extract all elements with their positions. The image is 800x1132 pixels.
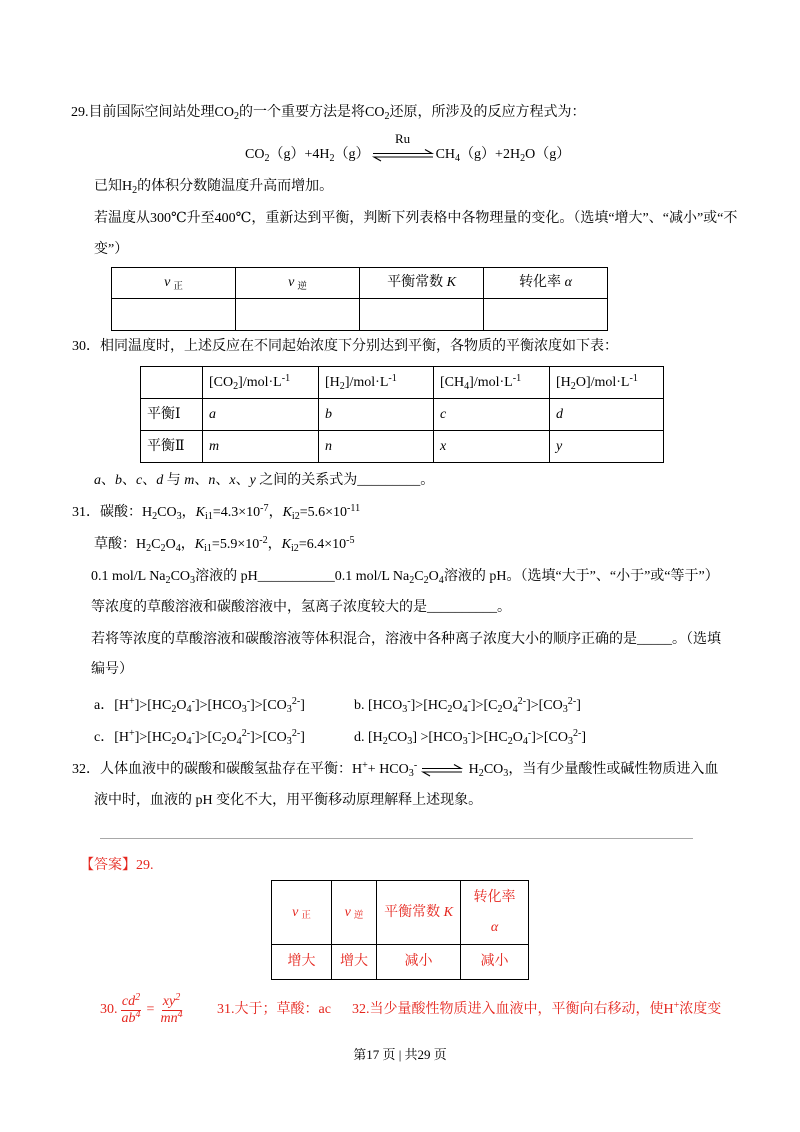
subscript-text: 2	[221, 736, 227, 748]
text-run: [CO	[209, 374, 234, 390]
subscript-text: 4	[522, 736, 528, 748]
text-run: 29.目前国际空间站处理CO	[71, 105, 234, 120]
italic-symbol: K	[443, 904, 453, 920]
text-run: CO	[170, 569, 191, 584]
text-run: =5.9×10	[211, 537, 260, 552]
subscript-text: 3	[407, 736, 413, 748]
text-run: 液中时，血液的 pH 变化不大，用平衡移动原理解释上述现象。	[94, 793, 483, 808]
reverse-harpoon	[423, 772, 462, 776]
text-run: 浓度变	[679, 1002, 722, 1017]
header-v-forward	[112, 268, 236, 299]
header-conversion-rate	[461, 881, 529, 945]
subscript-text: 正	[173, 281, 183, 292]
superscript-text: +	[129, 727, 135, 739]
text-run: ]	[300, 730, 305, 745]
text-run: O	[226, 730, 237, 745]
subscript-text: i1	[204, 543, 212, 555]
text-run: ]>[C	[470, 698, 498, 713]
text-run: O	[176, 730, 187, 745]
text-run: ]/mol·L	[238, 374, 282, 390]
subscript-text: 2	[152, 511, 158, 523]
subscript-text: 2	[423, 575, 429, 587]
superscript-text: -1	[281, 372, 291, 384]
italic-symbol: K	[281, 537, 291, 552]
text-run: O	[176, 698, 187, 713]
conversion-rate-symbol: α	[490, 919, 499, 935]
header-v-reverse	[332, 881, 377, 945]
text-run: 0.1 mol/L Na	[91, 569, 166, 584]
italic-symbol: α	[564, 275, 572, 290]
text-run: ，当有少量酸性或碱性物质进入血	[508, 762, 719, 777]
superscript-text: 2-	[291, 695, 301, 707]
subscript-text: 4	[236, 736, 242, 748]
text-run: 之间的关系式为_________。	[255, 473, 435, 488]
text-run: ]	[581, 730, 587, 745]
text-run: 编号）	[91, 662, 133, 677]
text-run: 还原，所涉及的反应方程式为：	[389, 105, 586, 120]
superscript-text: -	[191, 695, 195, 707]
forward-harpoon	[373, 149, 432, 153]
superscript-text: +	[362, 759, 368, 771]
italic-symbol: v	[288, 275, 295, 290]
text-run: a．[H	[94, 698, 129, 713]
q30-stem	[72, 337, 618, 357]
text-run: ]	[300, 698, 305, 713]
text-run: 的体积分数随温度升高而增加。	[137, 179, 334, 194]
text-run: b. [HCO	[354, 698, 403, 713]
subscript-text: 3	[402, 704, 408, 716]
text-run: =6.4×10	[298, 537, 347, 552]
superscript-text: -5	[346, 534, 355, 546]
superscript-text: +	[673, 999, 680, 1011]
subscript-text: 4	[462, 704, 468, 716]
catalyst-label: Ru	[394, 130, 411, 146]
text-run: 与	[163, 473, 185, 488]
row-label-equilibrium-1: 平衡Ⅰ	[141, 399, 203, 431]
page-footer: 第17 页 | 共29 页	[353, 1047, 447, 1062]
equilibrium-arrow	[372, 130, 434, 161]
answer-conversion-rate: 减小	[461, 945, 529, 980]
superscript-text: 2-	[572, 727, 582, 739]
text-run: O	[165, 537, 176, 552]
text-run: ]	[576, 698, 581, 713]
subscript-text: 2	[233, 380, 239, 392]
blank-cell	[360, 299, 484, 331]
option-c	[94, 728, 305, 748]
equals-sign: =	[146, 1002, 155, 1017]
subscript-text: 3	[286, 704, 292, 716]
option-a	[94, 696, 305, 716]
subscript-text: 3	[562, 704, 568, 716]
text-run: CO	[387, 730, 408, 745]
text-run: =4.3×10	[212, 505, 261, 520]
superscript-text: 2	[175, 991, 181, 1003]
subscript-text: i2	[290, 543, 299, 555]
text-run: ]>[CO	[531, 730, 568, 745]
italic-symbol: K	[194, 537, 205, 552]
answer-31: 31.大于；草酸：ac	[217, 1002, 331, 1017]
text-run: C	[414, 569, 424, 584]
text-run: mn	[160, 1010, 178, 1026]
italic-symbol: v	[344, 904, 351, 920]
text-run: 的一个重要方法是将CO	[239, 105, 385, 120]
table-corner-cell	[141, 367, 203, 399]
row-label-equilibrium-2: 平衡Ⅱ	[141, 431, 203, 463]
text-run: ，	[181, 505, 196, 520]
text-run: 溶液的 pH。（选填“大于”、“小于”或“等于”）	[443, 569, 719, 584]
header-co2-concentration	[203, 367, 319, 399]
subscript-text: 2	[507, 736, 513, 748]
subscript-text: 2	[382, 736, 388, 748]
italic-symbol: v	[292, 904, 299, 920]
text-run: ，	[268, 505, 283, 520]
subscript-text: 2	[497, 704, 503, 716]
text-run: H	[465, 762, 479, 777]
subscript-text: 3	[190, 575, 196, 587]
italic-symbol: n	[208, 473, 216, 488]
superscript-text: -1	[629, 372, 638, 384]
subscript-text: 逆	[353, 911, 364, 922]
answer-equilibrium-constant: 减小	[377, 945, 461, 980]
text-run: 30．相同温度时，上述反应在不同起始浓度下分别达到平衡，各物质的平衡浓度如下表：	[72, 339, 618, 354]
table-header-row	[272, 881, 529, 945]
q31-ph-question	[91, 567, 719, 587]
subscript-text: 2	[171, 704, 177, 716]
text-run: ，	[267, 537, 282, 552]
subscript-text: 2	[570, 380, 576, 392]
section-divider	[100, 838, 693, 839]
text-run: ]>[CO	[250, 730, 287, 745]
q29-instruction-line-1	[94, 209, 737, 229]
superscript-text: 2	[135, 991, 141, 1003]
text-run: 32．人体血液中的碳酸和碳酸氢盐存在平衡：H	[72, 762, 363, 777]
superscript-text: 2-	[241, 727, 251, 739]
subscript-text: 2	[132, 185, 138, 197]
text-run: O（g）	[525, 147, 571, 162]
italic-symbol: b	[115, 473, 122, 488]
q32-text-after-arrow	[465, 762, 719, 780]
superscript-text: -7	[260, 502, 269, 514]
subscript-text: 3	[503, 768, 509, 780]
reverse-harpoon	[374, 157, 433, 161]
text-run: [CH	[440, 374, 465, 390]
subscript-text: 3	[567, 736, 573, 748]
text-run: 草酸：H	[94, 537, 147, 552]
subscript-text: i1	[205, 511, 213, 523]
q31-oxalic-acid-constants	[94, 535, 355, 555]
text-run: 32.当少量酸性物质进入血液中，平衡向右移动，使H	[352, 1002, 674, 1017]
text-run: ]/mol·L	[344, 374, 389, 390]
header-h2o-concentration	[550, 367, 664, 399]
answer-v-reverse: 增大	[332, 945, 377, 980]
table-cell: x	[434, 431, 550, 463]
text-run: d. [H	[354, 730, 383, 745]
italic-symbol: y	[249, 473, 256, 488]
italic-symbol: v	[164, 275, 171, 290]
subscript-text: 2	[171, 736, 177, 748]
option-b	[354, 696, 581, 716]
header-h2-concentration	[319, 367, 434, 399]
subscript-text: 2	[146, 543, 152, 555]
text-run: 溶液的 pH___________0.1 mol/L Na	[195, 569, 410, 584]
subscript-text: 2	[339, 380, 345, 392]
answer-29-table	[271, 880, 529, 980]
text-run: 已知H	[94, 179, 133, 194]
italic-symbol: m	[184, 473, 195, 488]
text-run: O	[502, 698, 513, 713]
italic-symbol: d	[156, 473, 164, 488]
text-run: ]>[HCO	[194, 698, 242, 713]
answer-30-number: 30.	[100, 1002, 118, 1017]
q30-question	[94, 471, 434, 491]
subscript-text: 逆	[297, 281, 307, 292]
text-run: 平衡常数	[387, 275, 447, 290]
answer-30	[100, 992, 187, 1028]
superscript-text: -11	[347, 502, 361, 514]
header-equilibrium-constant	[377, 881, 461, 945]
table-cell: c	[434, 399, 550, 431]
superscript-text: -	[407, 695, 411, 707]
subscript-text: 2	[165, 575, 171, 587]
equation-products	[435, 147, 571, 165]
header-conversion-rate	[484, 268, 608, 299]
subscript-text: 2	[520, 153, 526, 165]
table-cell: d	[550, 399, 664, 431]
text-run: （g）+4H	[269, 147, 330, 162]
subscript-text: 2	[264, 153, 270, 165]
text-run: ab	[121, 1010, 136, 1026]
table-cell: b	[319, 399, 434, 431]
answer-32	[352, 1000, 721, 1020]
q31-hydrogen-ion-question	[91, 598, 511, 618]
table-header-row	[112, 268, 608, 299]
subscript-text: 2	[478, 768, 484, 780]
reaction-equation	[245, 130, 571, 165]
q29-instruction-line-2	[94, 240, 128, 260]
equilibrium-arrow-icon	[372, 149, 434, 161]
italic-symbol: K	[446, 275, 456, 290]
italic-symbol: K	[195, 505, 206, 520]
text-run: ]>[CO	[526, 698, 563, 713]
superscript-text: 2-	[567, 695, 577, 707]
text-run: （g）+2H	[460, 147, 521, 162]
subscript-text: 4	[186, 736, 192, 748]
text-run: c．[H	[94, 730, 129, 745]
q31-carbonic-acid-constants	[72, 503, 360, 523]
q29-stem	[71, 103, 586, 123]
fraction-right	[159, 991, 183, 1027]
conversion-rate-label: 转化率	[473, 889, 516, 905]
text-run: ，	[180, 537, 195, 552]
text-run: 转化率	[519, 275, 565, 290]
superscript-text: -	[191, 727, 195, 739]
fraction-denominator	[121, 1008, 142, 1027]
q32-text-before-arrow	[72, 759, 418, 780]
text-run: 若将等浓度的草酸溶液和碳酸溶液等体积混合，溶液中各种离子浓度大小的顺序正确的是_____。（选填	[91, 632, 721, 647]
text-run: CO	[483, 762, 504, 777]
fraction-left	[121, 991, 142, 1027]
text-run: 、	[194, 473, 209, 488]
q29-answer-table	[111, 267, 608, 331]
subscript-text: 3	[408, 768, 414, 780]
superscript-text: 4	[135, 1008, 141, 1020]
text-run: O	[512, 730, 523, 745]
equation-reactants	[245, 147, 370, 165]
superscript-text: 4	[177, 1008, 183, 1020]
text-run: ]>[HC	[134, 698, 172, 713]
italic-symbol: x	[229, 473, 236, 488]
subscript-text: 3	[462, 736, 468, 748]
text-run: 等浓度的草酸溶液和碳酸溶液中，氢离子浓度较大的是__________。	[91, 600, 511, 615]
subscript-text: 2	[329, 153, 335, 165]
subscript-text: 4	[512, 704, 518, 716]
subscript-text: 2	[409, 575, 415, 587]
subscript-text: 2	[160, 543, 166, 555]
subscript-text: 2	[384, 111, 390, 123]
text-run: C	[151, 537, 161, 552]
text-run: ]>[HC	[134, 730, 172, 745]
q29-given	[94, 177, 333, 197]
text-run: 31．碳酸：H	[72, 505, 153, 520]
text-run: ]>[CO	[250, 698, 287, 713]
superscript-text: +	[129, 695, 135, 707]
text-run: O	[452, 698, 463, 713]
answer-v-forward: 增大	[272, 945, 332, 980]
italic-symbol: a	[94, 473, 101, 488]
subscript-text: 3	[241, 704, 247, 716]
italic-symbol: c	[136, 473, 143, 488]
superscript-text: 2-	[291, 727, 301, 739]
subscript-text: 4	[438, 575, 444, 587]
table-cell: m	[203, 431, 319, 463]
subscript-text: 4	[186, 704, 192, 716]
table-row	[272, 945, 529, 980]
superscript-text: -1	[512, 372, 522, 384]
subscript-text: 正	[301, 911, 311, 922]
subscript-text: 3	[286, 736, 292, 748]
text-run: 若温度从300℃升至400℃，重新达到平衡，判断下列表格中各物理量的变化。（选填“增大”、“减小”或“不	[94, 211, 738, 226]
text-run: CO	[245, 147, 265, 162]
superscript-text: -2	[259, 534, 268, 546]
text-run: 、	[235, 473, 250, 488]
table-cell: n	[319, 431, 434, 463]
text-run: 、	[215, 473, 230, 488]
superscript-text: -	[467, 727, 472, 739]
text-run: CH	[435, 147, 456, 162]
text-run: CO	[157, 505, 177, 520]
text-run: [H	[556, 374, 571, 390]
text-run: O]/mol·L	[575, 374, 630, 390]
superscript-text: -	[467, 695, 471, 707]
q31-mix-question-line-1	[91, 630, 721, 650]
text-run: xy	[162, 993, 176, 1009]
text-run: （g）	[334, 147, 370, 162]
text-run: ]>[HC	[471, 730, 508, 745]
text-run: 、	[142, 473, 157, 488]
text-run: ]>[C	[194, 730, 222, 745]
text-run: [H	[325, 374, 340, 390]
subscript-text: i2	[291, 511, 300, 523]
equilibrium-arrow-icon	[421, 764, 463, 776]
forward-harpoon	[422, 764, 461, 768]
superscript-text: -1	[388, 372, 397, 384]
blank-cell	[484, 299, 608, 331]
table-header-row	[141, 367, 664, 399]
header-v-reverse	[236, 268, 360, 299]
text-run: 、	[101, 473, 115, 488]
superscript-text: -	[413, 759, 418, 771]
text-run: =5.6×10	[299, 505, 348, 520]
subscript-text: 3	[176, 511, 182, 523]
q31-mix-question-line-2	[91, 660, 133, 680]
header-ch4-concentration	[434, 367, 550, 399]
subscript-text: 4	[464, 380, 470, 392]
text-run: + HCO	[367, 762, 409, 777]
text-run: 平衡常数	[384, 904, 444, 920]
text-run: 、	[122, 473, 136, 488]
table-cell: y	[550, 431, 664, 463]
superscript-text: -	[527, 727, 532, 739]
blank-cell	[236, 299, 360, 331]
table-blank-row	[112, 299, 608, 331]
text-run: cd	[121, 993, 136, 1009]
table-row	[141, 399, 664, 431]
superscript-text: -	[246, 695, 251, 707]
table-cell: a	[203, 399, 319, 431]
blank-cell	[112, 299, 236, 331]
equilibrium-arrow	[421, 764, 463, 776]
italic-symbol: K	[282, 505, 292, 520]
text-run: 变”）	[94, 242, 129, 257]
q32-stem-line-2	[94, 791, 482, 811]
text-run: ]>[HC	[410, 698, 448, 713]
superscript-text: 2-	[517, 695, 527, 707]
subscript-text: 2	[233, 111, 239, 123]
text-run: O	[428, 569, 439, 584]
text-run: ]/mol·L	[469, 374, 513, 390]
text-run: ] >[HCO	[412, 730, 463, 745]
fraction-denominator	[159, 1008, 183, 1027]
subscript-text: 4	[455, 153, 461, 165]
header-v-forward	[272, 881, 332, 945]
q32-stem-line-1	[72, 760, 718, 780]
option-d	[354, 728, 586, 748]
table-row	[141, 431, 664, 463]
subscript-text: 4	[175, 543, 181, 555]
q30-concentration-table	[140, 366, 664, 463]
header-equilibrium-constant	[360, 268, 484, 299]
answer-label: 【答案】29.	[80, 858, 154, 873]
subscript-text: 2	[447, 704, 453, 716]
